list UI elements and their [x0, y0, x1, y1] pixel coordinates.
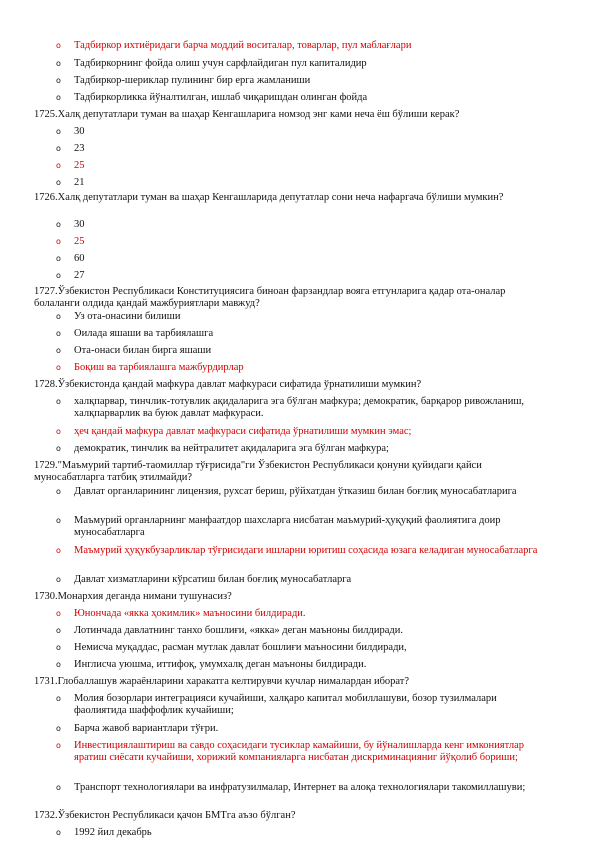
- circle-bullet-icon: o: [56, 724, 61, 733]
- circle-bullet-icon: o: [56, 363, 61, 372]
- circle-bullet-icon: o: [56, 626, 61, 635]
- circle-bullet-icon: o: [56, 346, 61, 355]
- circle-bullet-icon: o: [56, 329, 61, 338]
- circle-bullet-icon: o: [56, 178, 61, 187]
- circle-bullet-icon: o: [56, 76, 61, 85]
- question-text: 1732.Ўзбекистон Республикаси қачон БМТга аъзо бўлган?: [34, 810, 296, 821]
- circle-bullet-icon: o: [56, 660, 61, 669]
- circle-bullet-icon: o: [56, 144, 61, 153]
- circle-bullet-icon: o: [56, 41, 61, 50]
- circle-bullet-icon: o: [56, 427, 61, 436]
- document-page: o Тадбиркор ихтиёридаги барча моддий воситалар, товарлар, пул маблағлари o Тадбиркорнинг фойда олиш учун сарфлайдиган пул капиталидир o Тадбиркор-шериклар пулининг бир ерга жамланиши o Тадбиркорликка йўналтилган, ишлаб чиқаришдан олинган фойда 1725.Халқ депутатлари туман ва шаҳар Кенгашларига номзод энг ками неча ёш бўлиши керак? o 30 o 23 o 25 o 21 1726.Халқ депутатлари туман ва шаҳар Кенгашларида депутатлар сони неча нафаргача бўлиши мумкин? o 30 o 25 o 60 o 27 1727.Ўзбекистон Республикаси Конституциясига биноан фарзандлар вояга етгунларига қадар ота-оналар болаланги олдида қандай мажбуриятлари мавжуд? o Уз ота-онасини билиши o Оилада яшаши ва тарбиялашга o Ота-онаси билан бирга яшаши o Боқиш ва тарбиялашга мажбурдирлар 1728.Ўзбекистонда қандай мафкура давлат мафкураси сифатида ўрнатилиши мумкин? o халқпарвар, тинчлик-тотувлик ақидаларига эга бўлган мафкура; демократик, барқарор ривожланиш, халқпарварлик ва буюк давлат мафкураси. o ҳеч қандай мафкура давлат мафкураси сифатида ўрнатилиши мумкин эмас; o демократик, тинчлик ва нейтралитет ақидаларига эга бўлган мафкура; 1729."Маъмурий тартиб-таомиллар тўғрисида"ги Ўзбекистон Республикаси қонуни қуйидаги қайси муносабатларга татбиқ этилмайди? o Давлат органларининг лицензия, рухсат бериш, рўйхатдан ўтказиш билан боғлиқ муносабатларига o Маъмурий органларнинг манфаатдор шахсларга нисбатан маъмурий-ҳуқуқий фаолиятига доир муносабатларга o Маъмурий ҳуқукбузарликлар тўғрисидаги ишларни юритиш соҳасида юзага келадиган муносабатларга o Давлат хизматларини кўрсатиш билан боғлиқ муносабатларга 1730.Монархия деганда нимани тушунасиз? o Юнончада «якка ҳокимлик» маъносини билдиради. o Лотинчада давлатнинг танхо бошлиғи, «якка» деган маъноны билдиради. o Немисча муқаддас, расман мутлак давлат бошлиғи маъносини билдиради, o Инглисча уюшма, иттифоқ, умумхалқ деган маъноны билдиради. 1731.Глобаллашув жараёнларини харакатга келтирувчи кучлар нималардан иборат? o Молия бозорлари интеграцияси кучайиши, халқаро капитал мобиллашуви, бозор тузилмалари фаолиятида шаффофлик кучайиши; o Барча жавоб вариантлари тўғри. o Инвестициялаштириш ва савдо соҳасидаги тусиклар камайиши, бу йўналишларда кенг имкониятлар яратиш сиёсати кучайиши, хорижий компанияларга нисбатан дискриминацияниг йўқолиб бориши; o Транспорт технологиялари ва инфратузилмалар, Интернет ва алоқа технологиялари такомиллашуви; 1732.Ўзбекистон Республикаси қачон БМТга аъзо бўлган? o 1992 йил декабрь: [0, 0, 595, 842]
- question-text: 1727.Ўзбекистон Республикаси Конституциясига биноан фарзандлар вояга етгунларига қадар ота-оналар болаланги олдида қандай мажбуриятлари мавжуд?: [34, 286, 506, 310]
- circle-bullet-icon: o: [56, 783, 61, 792]
- circle-bullet-icon: o: [56, 609, 61, 618]
- circle-bullet-icon: o: [56, 487, 61, 496]
- question-text: 1731.Глобаллашув жараёнларини харакатга келтирувчи кучлар нималардан иборат?: [34, 676, 410, 687]
- question-text: 1725.Халқ депутатлари туман ва шаҳар Кенгашларига номзод энг ками неча ёш бўлиши керак?: [34, 109, 460, 120]
- circle-bullet-icon: o: [56, 546, 61, 555]
- question-text: 1730.Монархия деганда нимани тушунасиз?: [34, 591, 232, 602]
- circle-bullet-icon: o: [56, 220, 61, 229]
- circle-bullet-icon: o: [56, 93, 61, 102]
- circle-bullet-icon: o: [56, 694, 61, 703]
- circle-bullet-icon: o: [56, 397, 61, 406]
- circle-bullet-icon: o: [56, 444, 61, 453]
- question-text: 1729."Маъмурий тартиб-таомиллар тўғрисида"ги Ўзбекистон Республикаси қонуни қуйидаги қайси муносабатларга татбиқ этилмайди?: [34, 460, 482, 484]
- circle-bullet-icon: o: [56, 237, 61, 246]
- question-text: 1728.Ўзбекистонда қандай мафкура давлат мафкураси сифатида ўрнатилиши мумкин?: [34, 379, 422, 390]
- question-text: 1726.Халқ депутатлари туман ва шаҳар Кенгашларида депутатлар сони неча нафаргача бўлиши мумкин?: [34, 192, 504, 203]
- circle-bullet-icon: o: [56, 161, 61, 170]
- circle-bullet-icon: o: [56, 254, 61, 263]
- circle-bullet-icon: o: [56, 271, 61, 280]
- circle-bullet-icon: o: [56, 127, 61, 136]
- circle-bullet-icon: o: [56, 643, 61, 652]
- circle-bullet-icon: o: [56, 575, 61, 584]
- circle-bullet-icon: o: [56, 741, 61, 750]
- circle-bullet-icon: o: [56, 516, 61, 525]
- circle-bullet-icon: o: [56, 312, 61, 321]
- circle-bullet-icon: o: [56, 828, 61, 837]
- circle-bullet-icon: o: [56, 59, 61, 68]
